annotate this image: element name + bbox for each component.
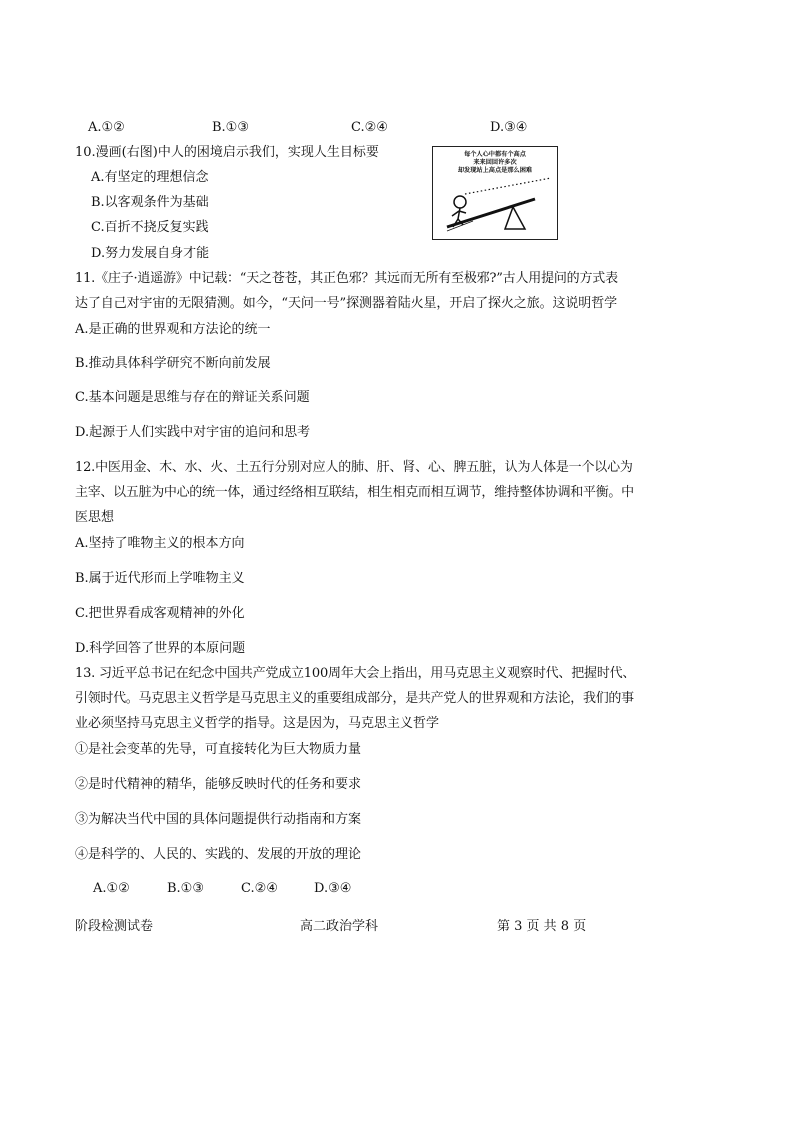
q12-option-d: D.科学回答了世界的本原问题 — [75, 641, 246, 656]
cartoon-caption-line-3: 却发现站上高点是那么困难 — [457, 167, 533, 174]
q11-option-c: C.基本问题是思维与存在的辩证关系问题 — [75, 390, 310, 405]
seesaw-figure-icon — [433, 147, 557, 239]
option-b: B.①③ — [212, 120, 249, 135]
q13-option-c: C.②④ — [241, 881, 278, 896]
option-d: D.③④ — [490, 120, 528, 135]
footer-center: 高二政治学科 — [300, 919, 379, 934]
q12-stem-line-2: 主宰、以五脏为中心的统一体，通过经络相互联结，相生相克而相互调节，维持整体协调和平衡。中 — [75, 485, 634, 500]
q13-stem-line-1: 13. 习近平总书记在纪念中国共产党成立100周年大会上指出，用马克思主义观察时代、把握时代、 — [75, 666, 636, 681]
q10-option-c: C.百折不挠反复实践 — [91, 220, 209, 235]
q13-options — [0, 880, 793, 898]
q10-option-b: B.以客观条件为基础 — [91, 195, 209, 210]
q12-option-c: C.把世界看成客观精神的外化 — [75, 606, 245, 621]
q10-option-d: D.努力发展自身才能 — [91, 246, 210, 261]
q10-option-a: A.有坚定的理想信念 — [91, 170, 209, 185]
option-a: A.①② — [88, 120, 125, 135]
q12-stem-line-3: 医思想 — [75, 510, 115, 525]
q13-option-d: D.③④ — [314, 881, 352, 896]
q13-statement-3: ③为解决当代中国的具体问题提供行动指南和方案 — [75, 812, 362, 827]
q10-stem: 10.漫画(右图)中人的困境启示我们，实现人生目标要 — [75, 145, 379, 160]
q10-cartoon — [432, 146, 558, 240]
q13-statement-4: ④是科学的、人民的、实践的、发展的开放的理论 — [75, 847, 362, 862]
q13-stem-line-3: 业必须坚持马克思主义哲学的指导。这是因为，马克思主义哲学 — [75, 716, 440, 731]
option-c: C.②④ — [351, 120, 388, 135]
cartoon-caption-line-2: 来来回回许多次 — [473, 159, 517, 166]
q13-option-b: B.①③ — [167, 881, 204, 896]
q13-statement-1: ①是社会变革的先导，可直接转化为巨大物质力量 — [75, 742, 362, 757]
q13-option-a: A.①② — [93, 881, 130, 896]
cartoon-caption-line-1: 每个人心中都有个高点 — [464, 151, 526, 158]
q11-option-b: B.推动具体科学研究不断向前发展 — [75, 356, 271, 371]
q11-stem-line-1: 11.《庄子·逍遥游》中记载：“天之苍苍，其正色邪？其远而无所有至极邪?”古人用提问的方式表 — [75, 271, 618, 286]
q12-option-a: A.坚持了唯物主义的根本方向 — [75, 536, 245, 551]
footer-left: 阶段检测试卷 — [75, 919, 154, 934]
q12-stem-line-1: 12.中医用金、木、水、火、土五行分别对应人的肺、肝、肾、心、脾五脏，认为人体是一个以心为 — [75, 460, 633, 475]
q11-option-a: A.是正确的世界观和方法论的统一 — [75, 322, 271, 337]
q12-option-b: B.属于近代形而上学唯物主义 — [75, 571, 245, 586]
q11-option-d: D.起源于人们实践中对宇宙的追问和思考 — [75, 425, 311, 440]
footer-page-number: 第 3 页 共 8 页 — [497, 919, 587, 934]
prev-question-options — [0, 119, 793, 137]
q13-stem-line-2: 引领时代。马克思主义哲学是马克思主义的重要组成部分，是共产党人的世界观和方法论，我们的事 — [75, 691, 634, 706]
q11-stem-line-2: 达了自己对宇宙的无限猜测。如今，“天问一号”探测器着陆火星，开启了探火之旅。这说明哲学 — [75, 296, 617, 311]
q13-statement-2: ②是时代精神的精华，能够反映时代的任务和要求 — [75, 777, 362, 792]
